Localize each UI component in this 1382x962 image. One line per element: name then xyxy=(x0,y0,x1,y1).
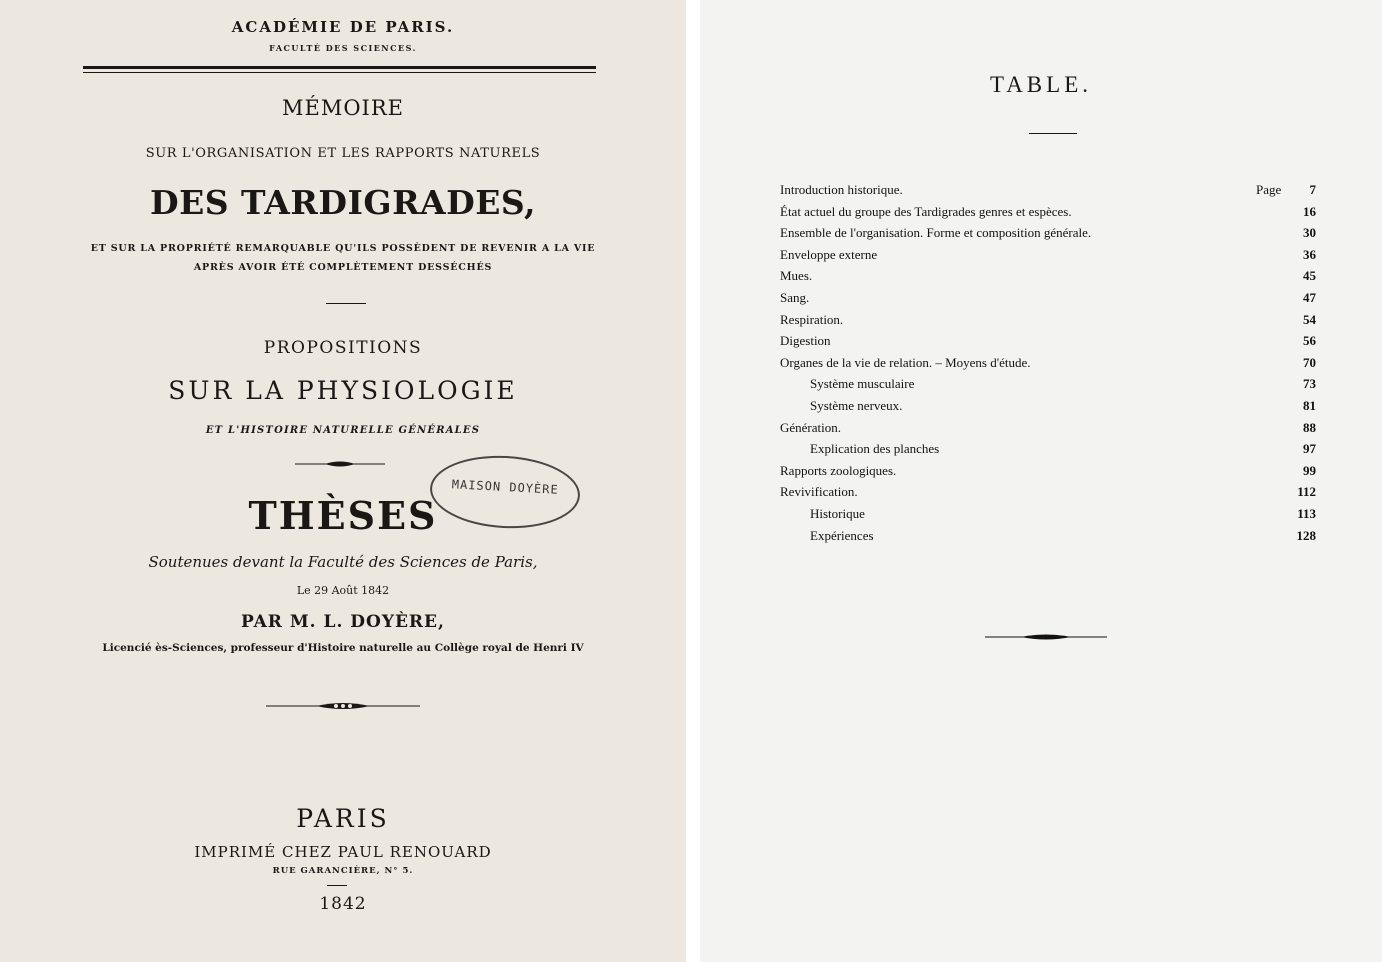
ornament-divider-2 xyxy=(266,700,420,712)
organisation-line: SUR L'ORGANISATION ET LES RAPPORTS NATURELS xyxy=(145,146,541,161)
toc-entry-page: 97 xyxy=(1303,441,1316,457)
toc-entry-label: Génération. xyxy=(780,419,842,435)
tardigrades-title: DES TARDIGRADES, xyxy=(149,183,537,222)
defense-date: Le 29 Août 1842 xyxy=(296,584,390,597)
header-rule-thick xyxy=(83,66,596,69)
toc-entry xyxy=(780,182,1316,202)
ornament-divider-1 xyxy=(295,459,385,469)
toc-entry-page: 54 xyxy=(1303,311,1316,327)
header-rule-thin xyxy=(83,72,596,73)
table-heading-rule xyxy=(1029,133,1077,134)
theses-heading: THÈSES xyxy=(248,493,438,538)
toc-entry-page: 47 xyxy=(1303,290,1316,305)
histoire-line: ET L'HISTOIRE NATURELLE GÉNÉRALES xyxy=(205,425,481,436)
academy-heading: ACADÉMIE DE PARIS. xyxy=(231,18,455,36)
toc-entry xyxy=(780,398,1316,418)
toc-entry-page: 81 xyxy=(1303,398,1316,413)
toc-entry-page: 45 xyxy=(1303,268,1316,284)
toc-entry-label: Sang. xyxy=(780,290,810,305)
toc-entry xyxy=(780,268,1316,288)
title-page xyxy=(0,0,686,962)
toc-entry-page: 36 xyxy=(1303,246,1316,262)
physiologie-heading: SUR LA PHYSIOLOGIE xyxy=(168,376,518,405)
toc-entry-label: Système musculaire xyxy=(810,376,915,392)
toc-entry xyxy=(780,528,1316,548)
toc-entry-label: Historique xyxy=(810,506,865,521)
printer-line: IMPRIMÉ CHEZ PAUL RENOUARD xyxy=(194,843,492,861)
toc-entry-page: 113 xyxy=(1297,506,1316,521)
city-imprint: PARIS xyxy=(296,804,390,833)
toc-entry xyxy=(780,247,1316,267)
year-rule xyxy=(327,885,347,886)
table-of-contents-page xyxy=(700,0,1382,962)
toc-entry xyxy=(780,290,1316,310)
toc-entry-label: Respiration. xyxy=(780,311,844,327)
toc-entry-page: 30 xyxy=(1303,225,1316,241)
toc-entry-label: Introduction historique. xyxy=(780,182,903,197)
toc-entry-label: Expériences xyxy=(810,527,874,543)
toc-entry xyxy=(780,376,1316,396)
toc-entry xyxy=(780,225,1316,245)
toc-entry xyxy=(780,204,1316,224)
toc-entry xyxy=(780,441,1316,461)
toc-entry xyxy=(780,484,1316,504)
subtitle-line-1: ET SUR LA PROPRIÉTÉ REMARQUABLE QU'ILS POSSÈDENT DE REVENIR A LA VIE xyxy=(90,243,596,254)
memoire-title: MÉMOIRE xyxy=(282,96,404,120)
toc-entry-page: 73 xyxy=(1303,376,1316,392)
toc-entry-page: 112 xyxy=(1297,484,1316,500)
author-line: PAR M. L. DOYÈRE, xyxy=(241,612,445,632)
author-credentials: Licencié ès-Sciences, professeur d'Histoire naturelle au Collège royal de Henri IV xyxy=(102,642,584,654)
toc-entry-label: Revivification. xyxy=(780,484,858,500)
toc-entry-label: Enveloppe externe xyxy=(780,246,878,262)
toc-entry-label: Ensemble de l'organisation. Forme et composition générale. xyxy=(780,225,1092,241)
toc-entry-page: 16 xyxy=(1303,203,1316,219)
toc-page-label: Page xyxy=(1256,182,1282,197)
toc-end-ornament xyxy=(985,632,1107,642)
toc-entry-label: Mues. xyxy=(780,268,813,284)
toc-entry-page: 88 xyxy=(1303,419,1316,435)
separator-rule xyxy=(326,303,366,304)
toc-entry xyxy=(780,312,1316,332)
toc-entry-page: 7 xyxy=(1309,182,1316,197)
toc-entry xyxy=(780,506,1316,526)
toc-entry-page: 70 xyxy=(1303,354,1316,370)
library-stamp: MAISON DOYÈRE xyxy=(428,452,582,532)
toc-entry xyxy=(780,355,1316,375)
table-heading: TABLE. xyxy=(989,72,1092,97)
propositions-heading: PROPOSITIONS xyxy=(263,338,423,358)
toc-entry-label: Organes de la vie de relation. – Moyens d'étude. xyxy=(780,354,1031,370)
subtitle-line-2: APRÈS AVOIR ÉTÉ COMPLÈTEMENT DESSÉCHÉS xyxy=(193,262,493,273)
toc-entry xyxy=(780,420,1316,440)
toc-entry xyxy=(780,333,1316,353)
toc-entry-label: État actuel du groupe des Tardigrades genres et espèces. xyxy=(780,203,1072,219)
toc-entry-label: Explication des planches xyxy=(810,441,940,457)
toc-entry-page: 56 xyxy=(1303,333,1316,349)
toc-entry-page: 128 xyxy=(1296,527,1316,543)
toc-entry-page: 99 xyxy=(1303,462,1316,478)
printer-address: RUE GARANCIÈRE, N° 5. xyxy=(272,866,414,876)
publication-year: 1842 xyxy=(319,894,367,914)
toc-entry-label: Rapports zoologiques. xyxy=(780,462,897,478)
toc-entry-label: Digestion xyxy=(780,333,831,349)
toc-entry xyxy=(780,463,1316,483)
soutenues-line: Soutenues devant la Faculté des Sciences de Paris, xyxy=(148,553,538,571)
toc-entry-label: Système nerveux. xyxy=(810,398,903,413)
faculty-subheading: FACULTÉ DES SCIENCES. xyxy=(269,43,417,53)
